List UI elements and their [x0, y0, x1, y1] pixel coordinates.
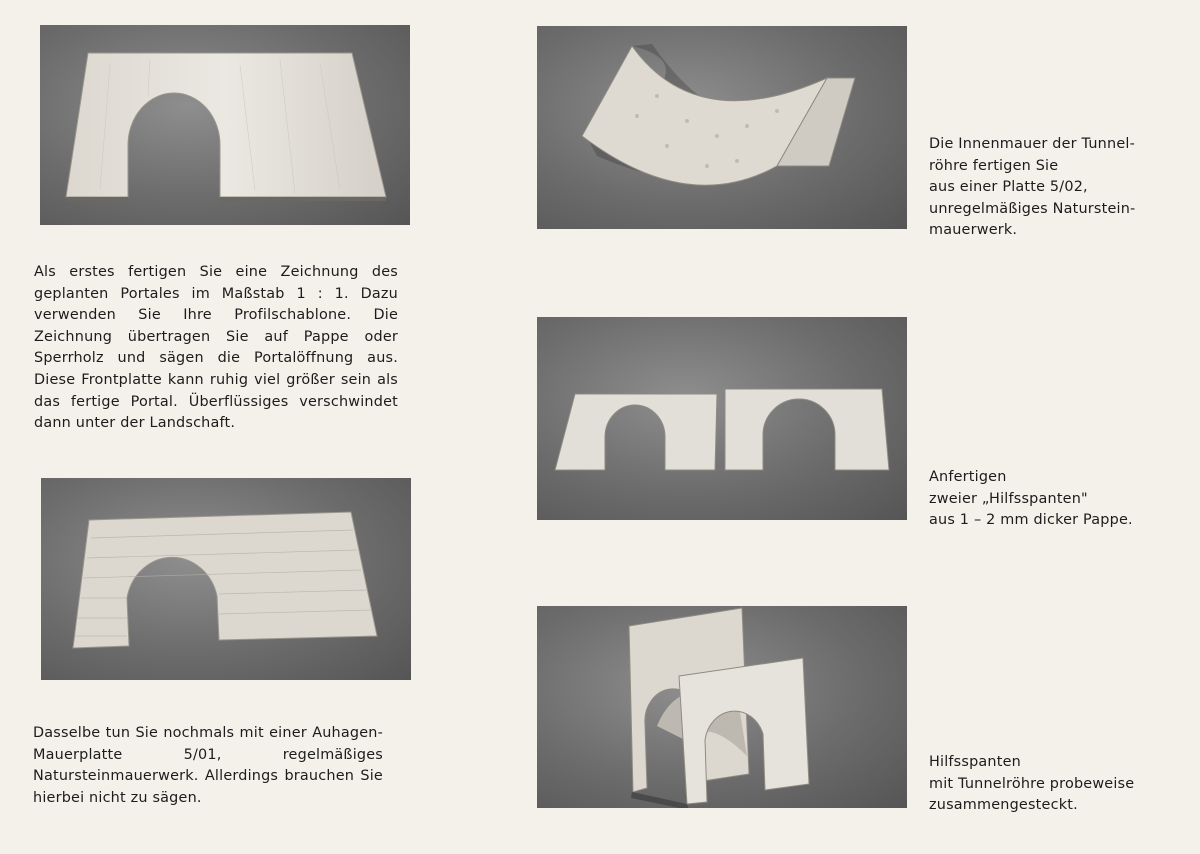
caption-mauerplatte	[33, 723, 383, 809]
photo-front-plate	[40, 25, 410, 225]
caption-innenmauer-line: aus einer Platte 5/02,	[929, 179, 1088, 196]
caption-innenmauer-line: Die Innenmauer der Tunnel-	[929, 136, 1135, 152]
caption-portal-drawing-text: Als erstes fertigen Sie eine Zeichnung des geplanten Portales im Maßstab 1 : 1. Dazu verwenden Sie Ihre Profilschablone. Die Zeichnung übertragen Sie auf Pappe oder Sperrholz und sägen die Portalöffnung aus. Diese Frontplatte kann ruhig viel größer sein als das fertige Portal. Überflüssiges verschwindet dann unter der Landschaft.	[34, 264, 398, 432]
caption-hilfsspanten-line: Anfertigen	[929, 469, 1007, 485]
photo-two-spanten	[537, 317, 907, 520]
caption-innenmauer-line: röhre fertigen Sie	[929, 157, 1059, 174]
caption-portal-drawing	[34, 262, 398, 435]
photo-assembled	[537, 606, 907, 808]
caption-probeweise-line: zusammengesteckt.	[929, 797, 1078, 814]
photo-stone-plate	[41, 478, 411, 680]
caption-innenmauer-line: unregelmäßiges Naturstein-	[929, 200, 1136, 217]
caption-probeweise-line: mit Tunnelröhre probeweise	[929, 775, 1135, 792]
caption-hilfsspanten-line: zweier „Hilfsspanten"	[929, 490, 1088, 507]
caption-hilfsspanten-line: aus 1 – 2 mm dicker Pappe.	[929, 512, 1133, 529]
caption-mauerplatte-text: Dasselbe tun Sie nochmals mit einer Auhagen-Mauerplatte 5/01, regelmäßiges Natursteinmauerwerk. Allerdings brauchen Sie hierbei nicht zu sägen.	[33, 725, 383, 806]
caption-innenmauer-line: mauerwerk.	[929, 222, 1018, 239]
caption-hilfsspanten	[929, 467, 1191, 532]
caption-innenmauer	[929, 134, 1191, 242]
caption-probeweise-line: Hilfsspanten	[929, 754, 1021, 770]
caption-probeweise	[929, 752, 1191, 817]
photo-inner-wall	[537, 26, 907, 229]
